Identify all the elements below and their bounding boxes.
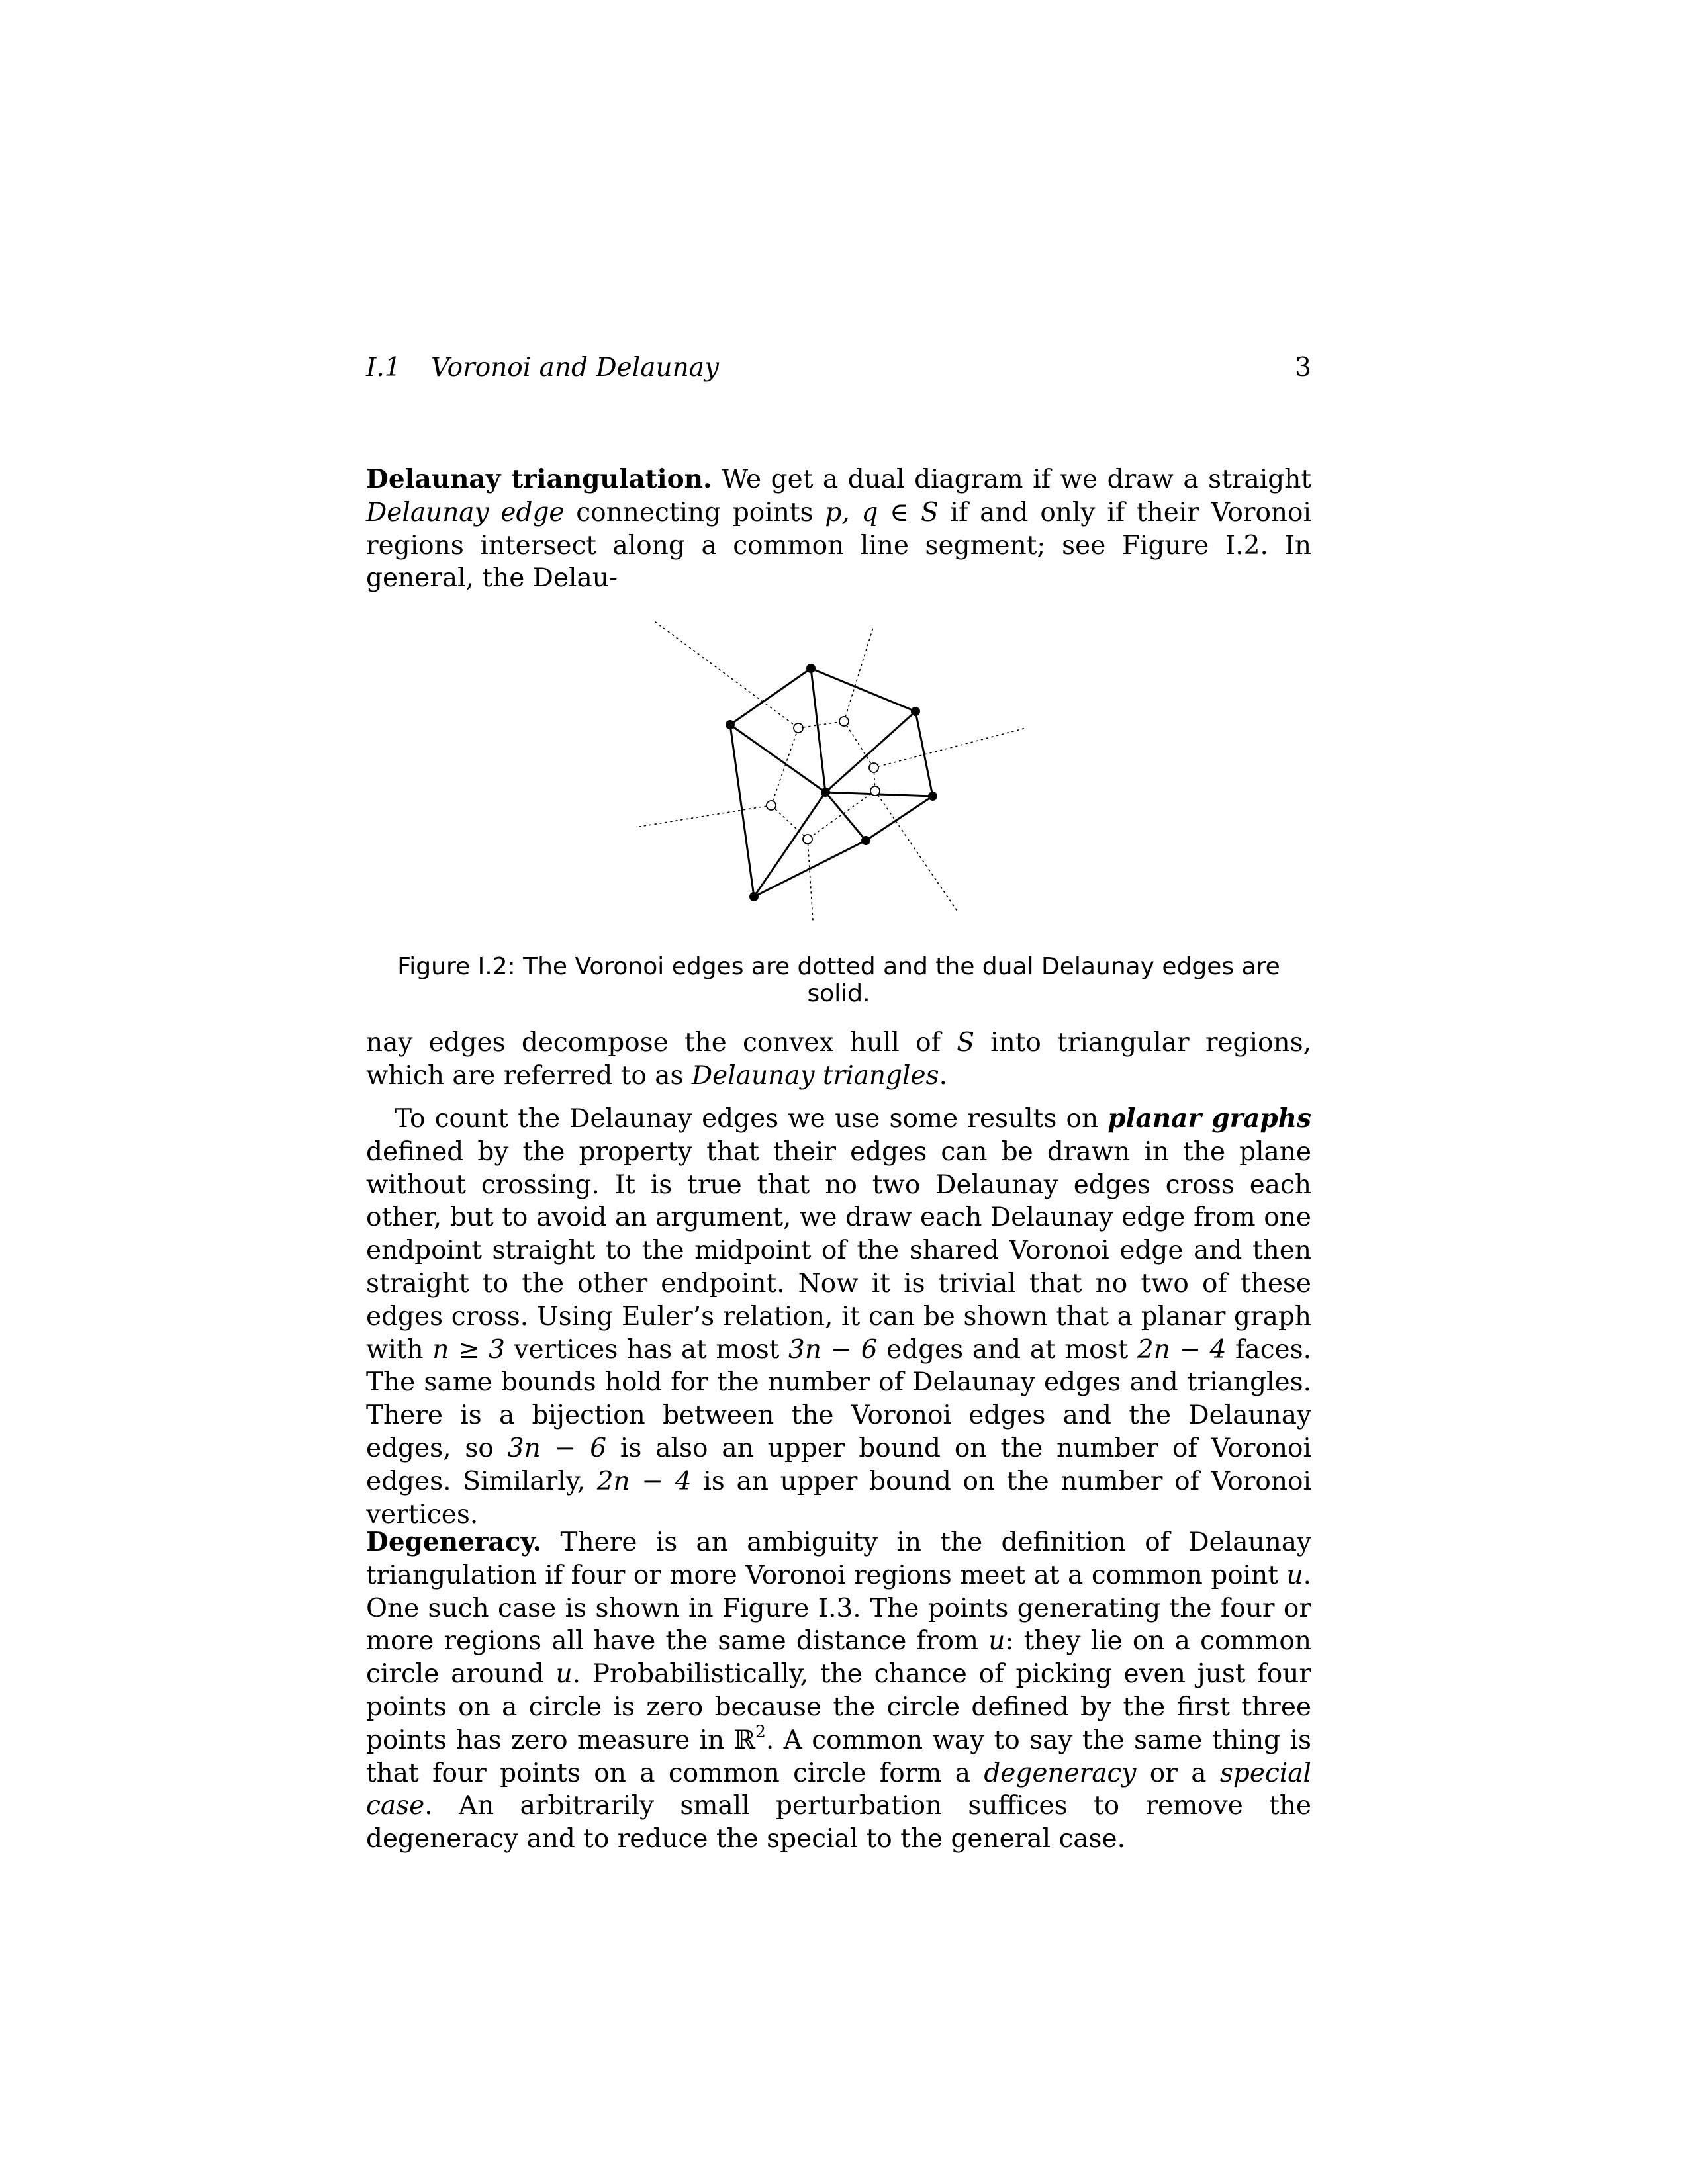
delaunay-edge (825, 711, 915, 792)
text-span: . An arbitrarily small perturbation suffices to remove the degeneracy and to reduce the special to the general case. (366, 1791, 1311, 1854)
math-2n-4: 2n − 4 (596, 1466, 692, 1496)
site-point (821, 788, 830, 797)
delaunay-paragraph-continued (366, 1026, 1311, 1093)
voronoi-vertex (767, 801, 776, 810)
text-span: or a (1136, 1758, 1220, 1788)
term-delaunay-edge: Delaunay edge (366, 497, 565, 527)
voronoi-vertex (803, 835, 812, 844)
math-exponent: 2 (755, 1721, 766, 1741)
site-point (928, 792, 937, 801)
text-span: defined by the property that their edges can be drawn in the plane without crossing. It is true that no two Delaunay edges cross each other, but to avoid an argument, we draw each Delaunay edge from one endpoint straight to the midpoint of the shared Voronoi edge and then straight to the other endpoint. Now it is trivial that no two of these edges cross. Using Euler’s relation, it can be shown that a planar graph with (366, 1136, 1311, 1365)
voronoi-edge (808, 791, 875, 839)
delaunay-paragraph (366, 463, 1311, 595)
voronoi-edge (844, 625, 874, 721)
text-span: connecting points (564, 497, 825, 527)
delaunay-edges (730, 668, 933, 897)
voronoi-edge (798, 721, 844, 728)
math-3n-6: 3n − 6 (507, 1433, 607, 1463)
math-r: ℝ (733, 1725, 755, 1755)
voronoi-vertex (870, 786, 880, 796)
term-delaunay-triangles: Delaunay triangles (691, 1060, 939, 1091)
math-u: u (1286, 1560, 1303, 1590)
text-span: . (939, 1060, 947, 1091)
term-degeneracy: degeneracy (984, 1758, 1137, 1788)
voronoi-edge (771, 728, 798, 805)
voronoi-vertex (869, 763, 878, 772)
text-span: nay edges decompose the convex hull of (366, 1028, 957, 1058)
math-r2 (733, 1721, 766, 1755)
voronoi-edges (635, 622, 1026, 920)
counting-paragraph (366, 1103, 1311, 1531)
delaunay-edge (811, 668, 825, 792)
text-span: faces. The same bounds hold for the number of Delaunay edges and triangles. There is a bijection between the Voronoi edges and the Delaunay edges, so (366, 1334, 1312, 1463)
delaunay-edge (730, 725, 825, 792)
degeneracy-heading: Degeneracy. (366, 1527, 542, 1557)
math-u: u (555, 1659, 573, 1690)
delaunay-edge (825, 792, 866, 841)
voronoi-delaunay-diagram (619, 606, 1056, 923)
delaunay-heading: Delaunay triangulation. (366, 464, 712, 494)
text-span: into triangular regions, which are referred to as (366, 1028, 1311, 1091)
text-span: edges and at most (877, 1334, 1137, 1365)
voronoi-edge (771, 805, 808, 839)
voronoi-edge (875, 791, 957, 910)
text-span: . One such case is shown in Figure I.3. The points generating the four or more regions all have the same distance from (366, 1560, 1311, 1657)
site-point (749, 892, 759, 901)
sites (726, 664, 937, 901)
text-span: : they lie on a common circle around (366, 1626, 1311, 1690)
voronoi-edge (655, 622, 798, 728)
site-point (911, 707, 920, 716)
convex-hull (730, 668, 933, 897)
text-span: There is an ambiguity in the definition of Delaunay triangulation if four or more Voronoi regions meet at a common point (366, 1527, 1311, 1590)
text-span: is also an upper bound on the number of Voronoi edges. Similarly, (366, 1433, 1312, 1496)
page-number: 3 (1295, 353, 1311, 383)
site-point (726, 720, 735, 729)
delaunay-edge (754, 792, 825, 897)
math-3n-6: 3n − 6 (788, 1334, 878, 1365)
running-head (366, 353, 1311, 392)
math-u: u (988, 1626, 1006, 1657)
math-s: S (957, 1028, 974, 1058)
site-point (861, 836, 870, 845)
math-2n-4: 2n − 4 (1137, 1334, 1227, 1365)
voronoi-edge (874, 728, 1026, 768)
voronoi-vertex (794, 723, 803, 733)
text-span: . A common way to say the same thing is that four points on a common circle form a (366, 1725, 1311, 1788)
section-title: Voronoi and Delaunay (431, 353, 719, 383)
voronoi-edge (635, 805, 771, 827)
figure-voronoi-delaunay (619, 606, 1056, 923)
text-span: vertices has at most (504, 1334, 789, 1365)
site-point (806, 664, 816, 673)
voronoi-vertex (839, 717, 849, 726)
voronoi-edge (844, 721, 874, 768)
degeneracy-paragraph (366, 1526, 1311, 1856)
text-span: is an upper bound on the number of Voronoi vertices. (366, 1466, 1311, 1529)
term-special-case: special case (366, 1758, 1311, 1821)
text-span: To count the Delaunay edges we use some results on (395, 1104, 1108, 1134)
text-span: . Probabilistically, the chance of picking even just four points on a circle is zero because the circle defined by the first three points has zero measure in (366, 1659, 1311, 1755)
text-span: if and only if their Voronoi regions intersect along a common line segment; see Figure I.2. In general, the Delau- (366, 497, 1311, 594)
math-n-ge-3: n ≥ 3 (432, 1334, 505, 1365)
section-number: I.1 (366, 353, 401, 383)
voronoi-edge (808, 839, 813, 920)
term-planar-graphs: planar graphs (1107, 1103, 1311, 1134)
math-pq-in-s: p, q ∈ S (825, 497, 939, 527)
figure-caption: Figure I.2: The Voronoi edges are dotted and the dual Delaunay edges are solid. (397, 953, 1280, 1007)
text-span: We get a dual diagram if we draw a straight (712, 465, 1311, 494)
